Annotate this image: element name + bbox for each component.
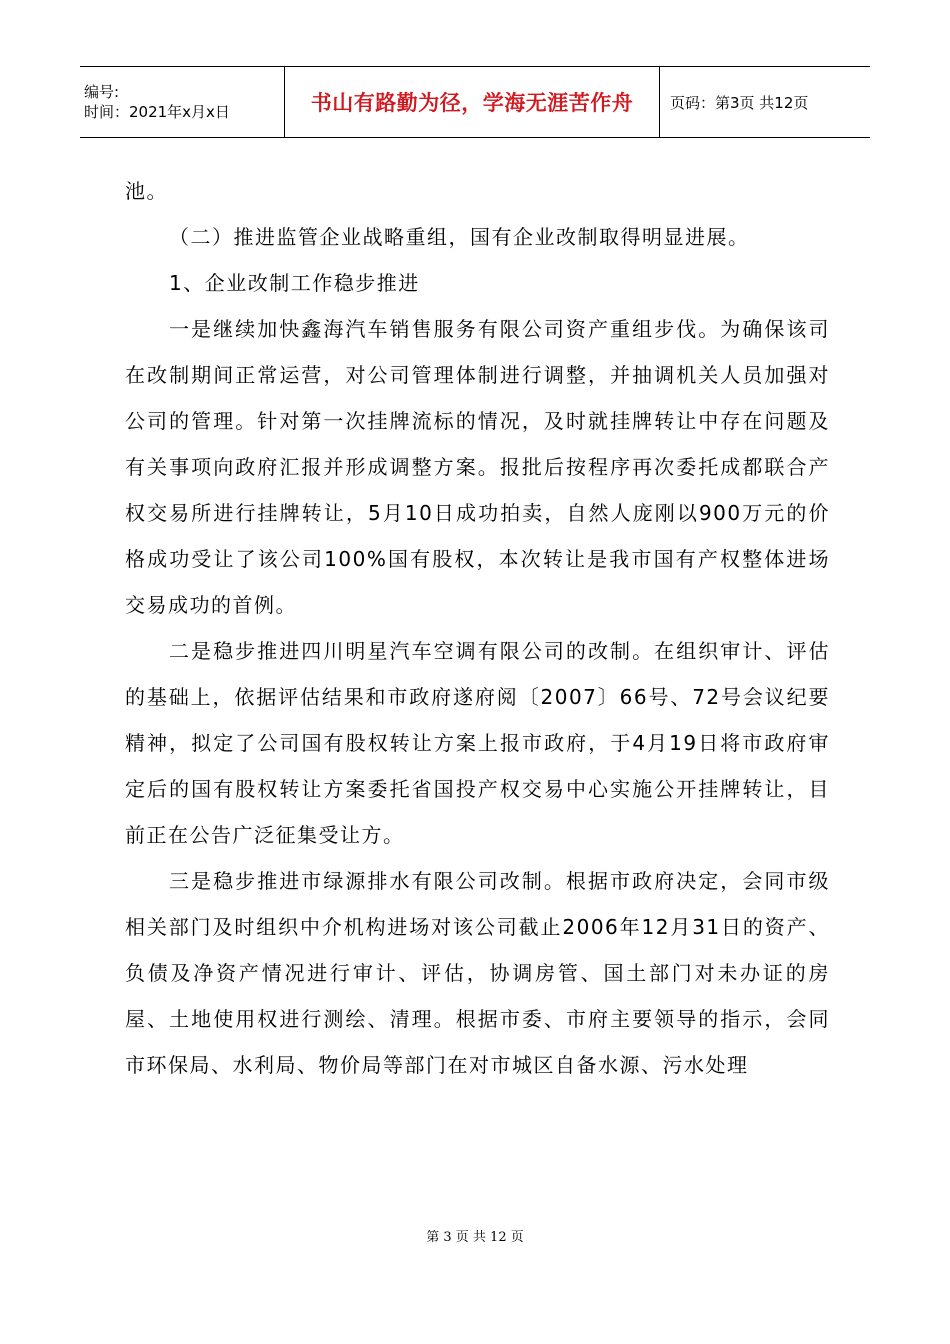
- time-label: 时间：2021年x月x日: [84, 103, 230, 121]
- header-motto: 书山有路勤为径，学海无涯苦作舟: [285, 67, 660, 138]
- section-heading: （二）推进监管企业战略重组，国有企业改制取得明显进展。: [169, 225, 750, 249]
- paragraph: 二是稳步推进四川明星汽车空调有限公司的改制。在组织审计、评估的基础上，依据评估结果和市政府遂府阅〔2007〕66号、72号会议纪要精神，拟定了公司国有股权转让方案上报市政府，于4月19日将市政府审定后的国有股权转让方案委托省国投产权交易中心实施公开挂牌转让，目前正在公告广泛征集受让方。: [125, 639, 830, 847]
- paragraph: 三是稳步推进市绿源排水有限公司改制。根据市政府决定，会同市级相关部门及时组织中介机构进场对该公司截止2006年12月31日的资产、负债及净资产情况进行审计、评估，协调房管、国土部门对未办证的房屋、土地使用权进行测绘、清理。根据市委、市府主要领导的指示，会同市环保局、水利局、物价局等部门在对市城区自备水源、污水处理: [125, 869, 830, 1077]
- header-meta: [80, 67, 285, 138]
- subsection-heading: 1、企业改制工作稳步推进: [169, 271, 420, 295]
- header-page-info: 页码：第3页 共12页: [660, 67, 871, 138]
- document-body: [125, 168, 830, 1088]
- number-label: 编号:: [84, 83, 120, 101]
- paragraph: 一是继续加快鑫海汽车销售服务有限公司资产重组步伐。为确保该司在改制期间正常运营，对公司管理体制进行调整，并抽调机关人员加强对公司的管理。针对第一次挂牌流标的情况，及时就挂牌转让中存在问题及有关事项向政府汇报并形成调整方案。报批后按程序再次委托成都联合产权交易所进行挂牌转让，5月10日成功拍卖，自然人庞刚以900万元的价格成功受让了该公司100%国有股权，本次转让是我市国有产权整体进场交易成功的首例。: [125, 317, 830, 617]
- document-header: [80, 66, 870, 138]
- paragraph: 池。: [125, 179, 168, 203]
- page-footer: 第 3 页 共 12 页: [426, 1230, 524, 1245]
